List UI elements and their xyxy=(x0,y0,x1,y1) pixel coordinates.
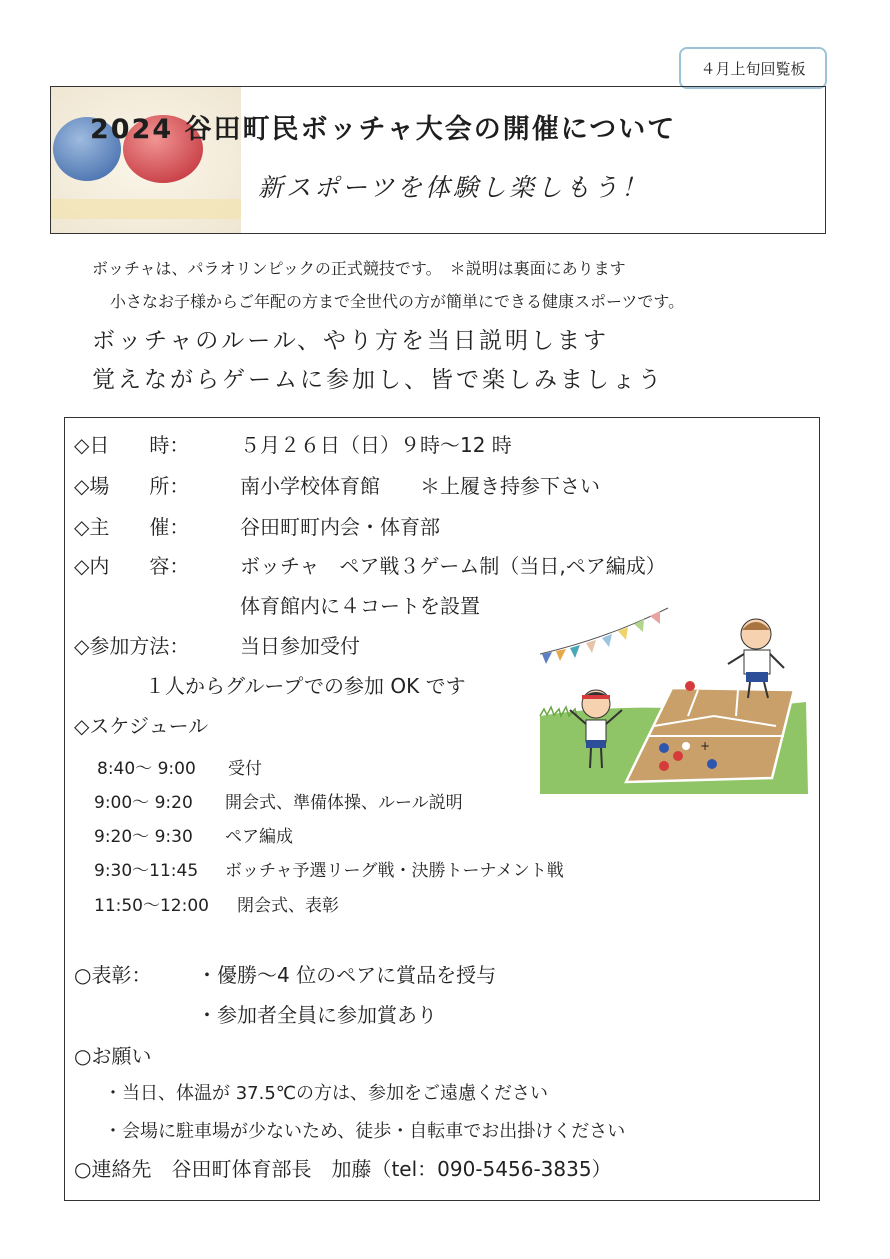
schedule-item xyxy=(94,788,463,813)
schedule-item xyxy=(94,856,564,881)
award-label: ○表彰： xyxy=(74,963,152,987)
schedule-event: ペア編成 xyxy=(225,827,293,847)
schedule-time: 9:20～ 9:30 xyxy=(94,827,193,847)
join-value-1: 当日参加受付 xyxy=(240,634,360,658)
intro-line-1: ボッチャは、パラオリンピックの正式競技です。 ＊説明は裏面にあります xyxy=(92,259,626,278)
schedule-time: 9:30～11:45 xyxy=(94,861,199,881)
award-line-2: ・参加者全員に参加賞あり xyxy=(197,1003,437,1027)
place-label: ◇場 所： xyxy=(74,474,190,498)
content-value-2: 体育館内に４コートを設置 xyxy=(240,594,480,618)
request-line-2: ・会場に駐車場が少ないため、徒歩・自転車でお出掛けください xyxy=(104,1121,626,1142)
request-line-1: ・当日、体温が 37.5℃の方は、参加をご遠慮ください xyxy=(104,1083,549,1104)
schedule-item xyxy=(94,891,339,916)
host-row xyxy=(74,511,440,540)
join-label: ◇参加方法： xyxy=(74,634,190,658)
boccia-illustration xyxy=(538,598,810,798)
content-label: ◇内 容： xyxy=(74,554,190,578)
intro-line-3: ボッチャのルール、やり方を当日説明します xyxy=(92,328,610,354)
award-row xyxy=(74,959,496,988)
intro-line-4: 覚えながらゲームに参加し、皆で楽しみましょう xyxy=(92,367,664,393)
join-value-2: １人からグループでの参加 OK です xyxy=(145,674,466,698)
place-row xyxy=(74,470,600,499)
host-value: 谷田町町内会・体育部 xyxy=(240,515,440,539)
date-row xyxy=(74,429,512,458)
page-title: 2024 谷田町民ボッチャ大会の開催について xyxy=(90,114,677,145)
schedule-label: ◇スケジュール xyxy=(74,714,209,738)
join-row xyxy=(74,630,360,659)
place-value: 南小学校体育館 ＊上履き持参下さい xyxy=(240,474,600,498)
intro-line-2: 小さなお子様からご年配の方まで全世代の方が簡単にできる健康スポーツです。 xyxy=(110,292,685,311)
schedule-time: 8:40～ 9:00 xyxy=(97,759,196,779)
schedule-event: 受付 xyxy=(228,759,262,779)
schedule-event: ボッチャ予選リーグ戦・決勝トーナメント戦 xyxy=(225,861,564,881)
content-row xyxy=(74,550,666,579)
page-subtitle: 新スポーツを体験し楽しもう！ xyxy=(258,173,650,202)
schedule-time: 9:00～ 9:20 xyxy=(94,793,193,813)
date-value: ５月２６日（日）９時～12 時 xyxy=(240,433,512,457)
award-line-1: ・優勝～4 位のペアに賞品を授与 xyxy=(197,963,497,987)
schedule-time: 11:50～12:00 xyxy=(94,896,209,916)
request-label: ○お願い xyxy=(74,1044,152,1068)
schedule-item xyxy=(97,754,262,779)
svg-text:+: + xyxy=(700,739,711,753)
circular-tag: ４月上旬回覧板 xyxy=(679,47,827,89)
schedule-event: 開会式、準備体操、ルール説明 xyxy=(225,793,463,813)
contact-line: ○連絡先 谷田町体育部長 加藤（tel：090-5456-3835） xyxy=(74,1157,612,1181)
host-label: ◇主 催： xyxy=(74,515,190,539)
content-value-1: ボッチャ ペア戦３ゲーム制（当日,ペア編成） xyxy=(240,554,666,578)
date-label: ◇日 時： xyxy=(74,433,190,457)
schedule-item xyxy=(94,822,293,847)
schedule-event: 閉会式、表彰 xyxy=(237,896,339,916)
